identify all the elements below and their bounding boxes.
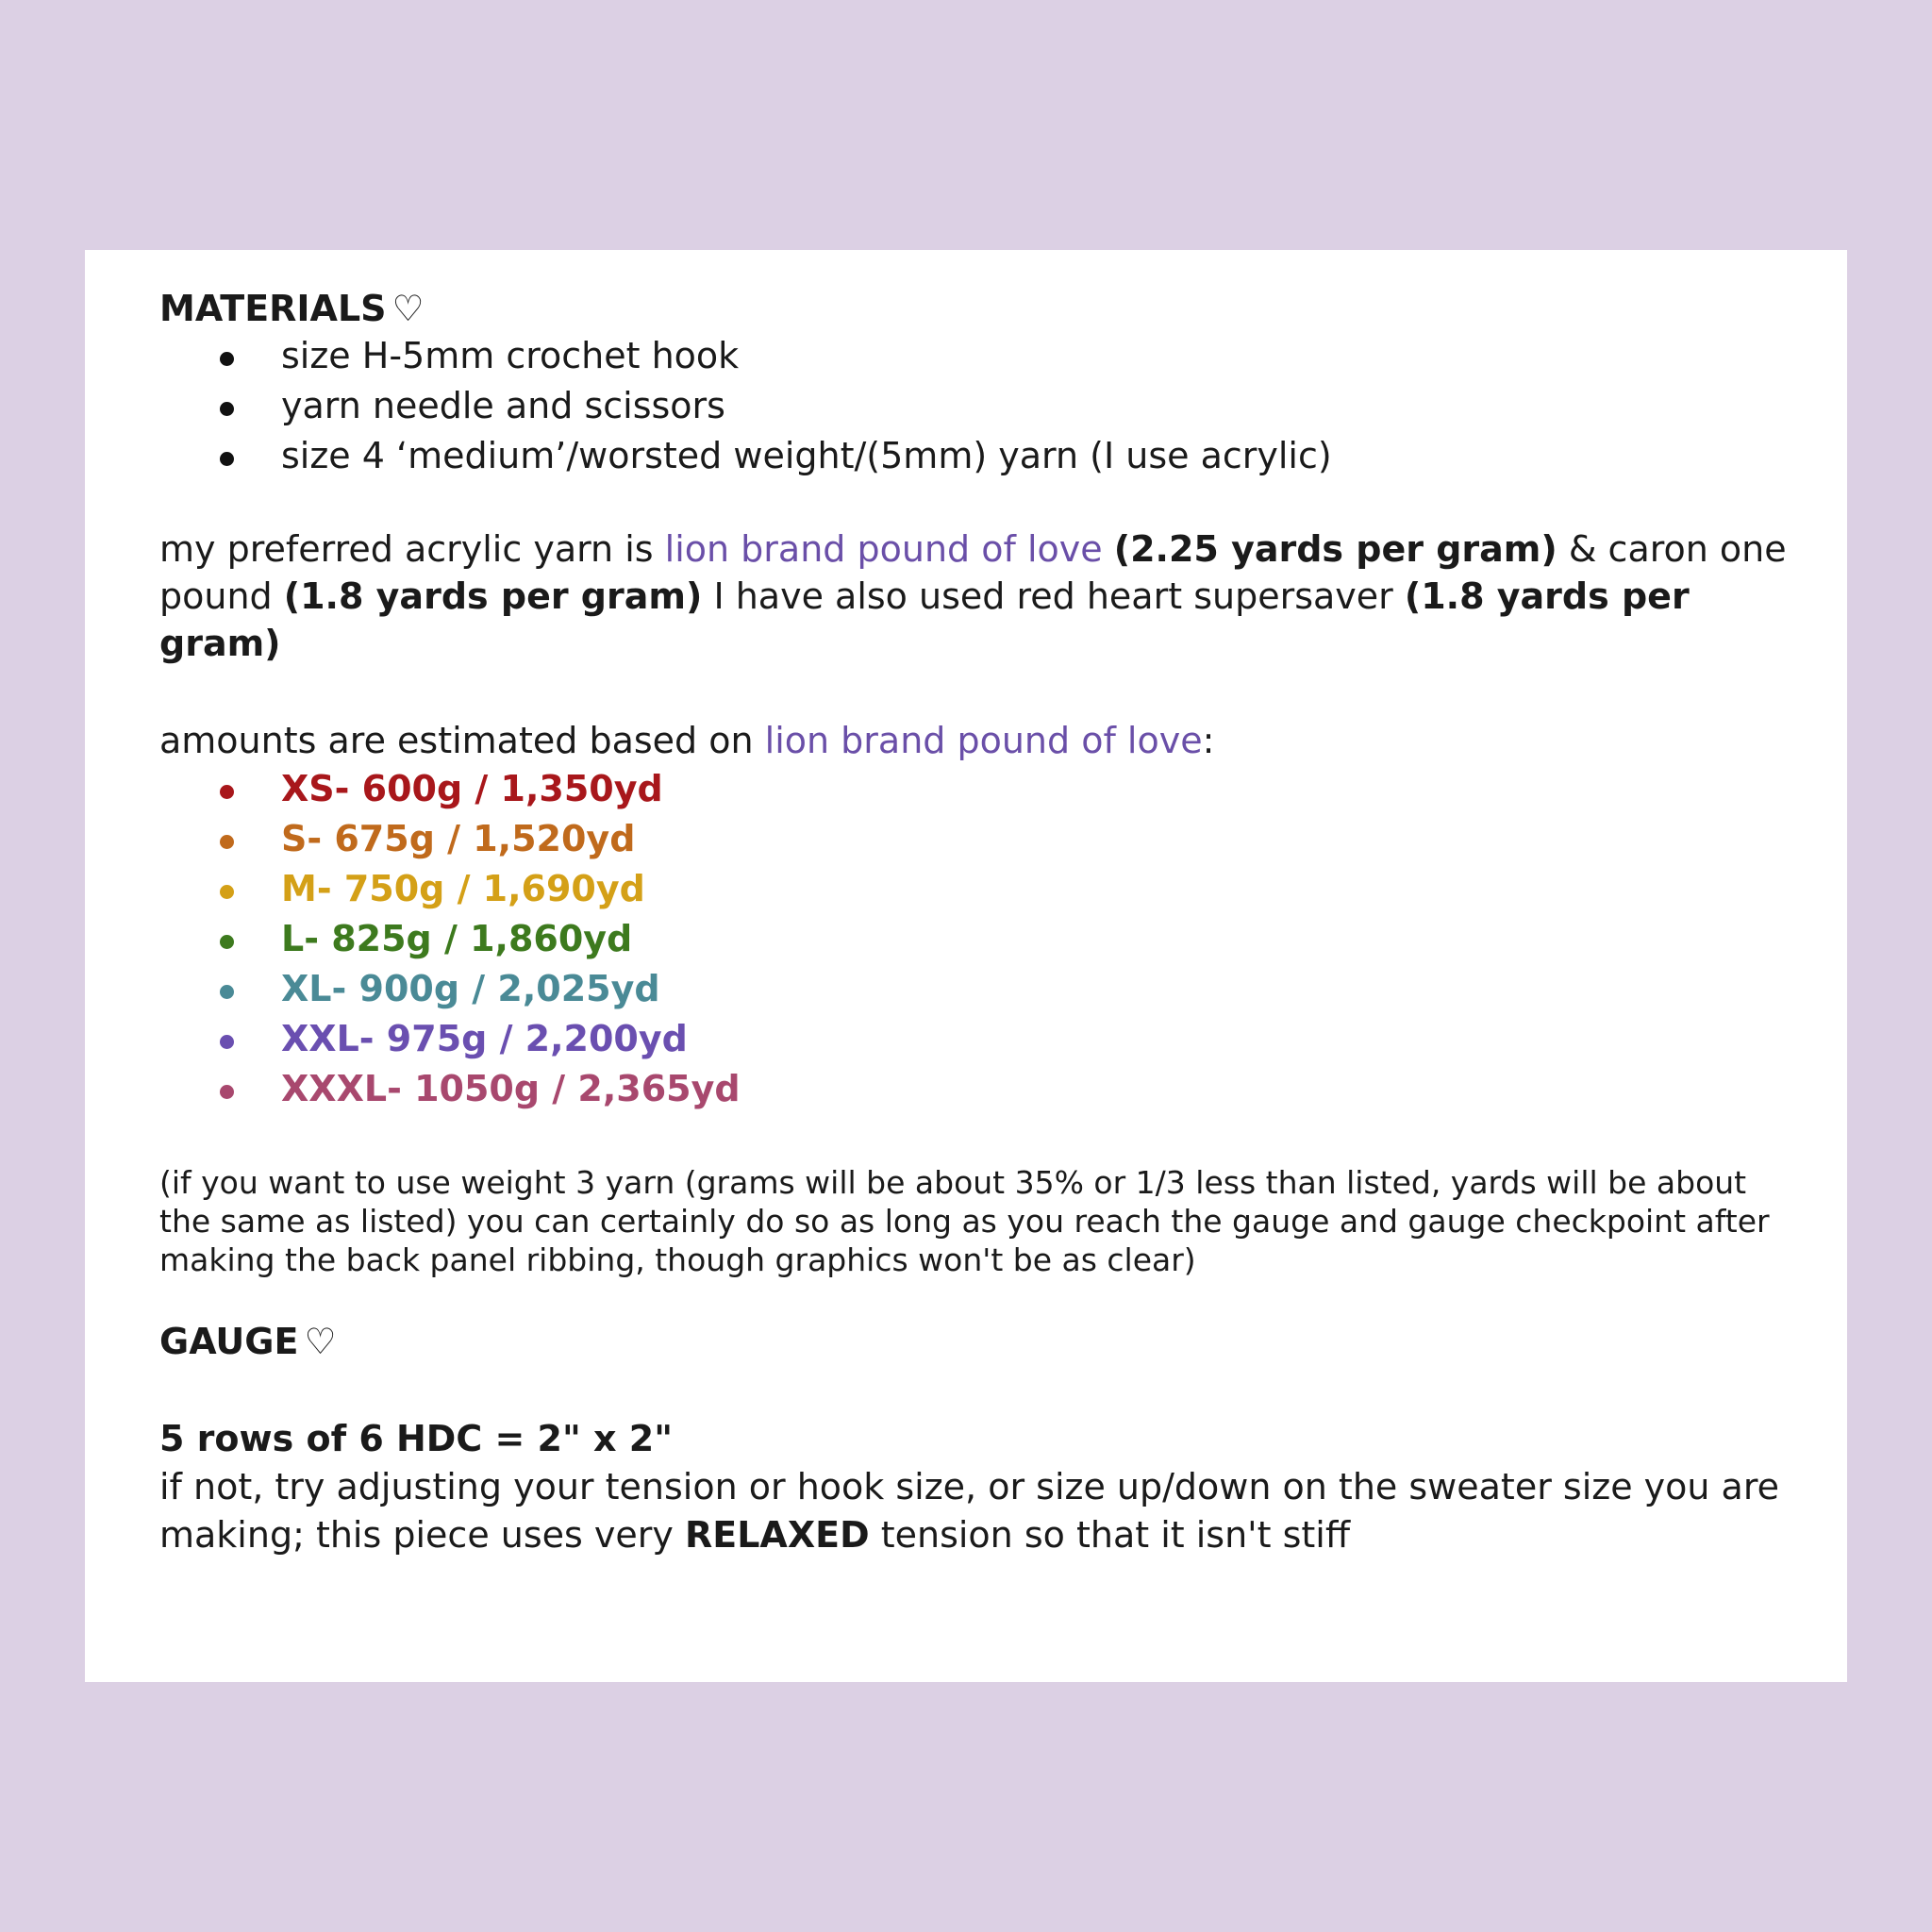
gauge-heading-text: GAUGE: [159, 1321, 299, 1362]
heart-icon: ♡: [391, 288, 425, 329]
yarn-preference-paragraph: [159, 525, 1801, 667]
bullet-icon: [220, 985, 234, 999]
size-amount-item: [159, 864, 1847, 914]
bullet-icon: [220, 352, 234, 366]
size-amount-item: [159, 964, 1847, 1014]
materials-heading-text: MATERIALS: [159, 288, 387, 329]
lion-brand-link[interactable]: lion brand pound of love: [664, 528, 1103, 570]
gauge-heading: [159, 1319, 1847, 1364]
size-amount-list: [159, 764, 1847, 1114]
size-amount-label: XXXL- 1050g / 2,365yd: [281, 1068, 741, 1109]
yarn-rate-3: (1.8 yards per gram): [159, 575, 1690, 664]
gauge-measure: 5 rows of 6 HDC = 2" x 2": [159, 1418, 673, 1459]
size-amount-label: L- 825g / 1,860yd: [281, 918, 633, 959]
bullet-icon: [220, 885, 234, 899]
size-amount-item: [159, 1014, 1847, 1064]
amounts-prefix: amounts are estimated based on: [159, 720, 765, 761]
materials-list: [159, 331, 1847, 481]
bullet-icon: [220, 785, 234, 799]
yarn-mid-2: I have also used red heart supersaver: [702, 575, 1405, 617]
materials-item-text: yarn needle and scissors: [281, 385, 725, 426]
gauge-text-suffix: tension so that it isn't stiff: [869, 1514, 1351, 1556]
list-item: [159, 331, 1847, 381]
size-amount-label: M- 750g / 1,690yd: [281, 868, 645, 909]
pattern-card: [85, 250, 1847, 1682]
yarn-rate-1: (2.25 yards per gram): [1113, 528, 1557, 570]
weight-3-note: (if you want to use weight 3 yarn (grams will be about 35% or 1/3 less than listed, yards will be about the same as listed) you can certainly do so as long as you reach the gauge and gauge checkpoint after making the back panel ribbing, though graphics won't be as clear): [159, 1164, 1770, 1278]
size-amount-label: XXL- 975g / 2,200yd: [281, 1018, 688, 1059]
heart-icon: ♡: [304, 1321, 337, 1362]
size-amount-item: [159, 814, 1847, 864]
amounts-suffix: :: [1202, 720, 1215, 761]
materials-heading: [159, 286, 1847, 331]
size-amount-label: XS- 600g / 1,350yd: [281, 768, 663, 809]
size-amount-item: [159, 764, 1847, 814]
bullet-icon: [220, 452, 234, 466]
bullet-icon: [220, 1035, 234, 1049]
size-amount-label: S- 675g / 1,520yd: [281, 818, 636, 859]
size-amount-item: [159, 914, 1847, 964]
bullet-icon: [220, 935, 234, 949]
gauge-text-emphasis: RELAXED: [684, 1514, 870, 1556]
size-amount-label: XL- 900g / 2,025yd: [281, 968, 660, 1009]
bullet-icon: [220, 835, 234, 849]
gauge-instructions: [159, 1463, 1801, 1559]
materials-item-text: size H-5mm crochet hook: [281, 335, 740, 376]
list-item: [159, 381, 1847, 431]
gauge-text-prefix: if not, try adjusting your tension or hook size, or size up/down on the sweater size you are making; this piece uses very: [159, 1466, 1780, 1556]
yarn-rate-2: (1.8 yards per gram): [283, 575, 703, 617]
list-item: [159, 431, 1847, 481]
materials-item-text: size 4 ‘medium’/worsted weight/(5mm) yarn (I use acrylic): [281, 435, 1332, 476]
bullet-icon: [220, 1085, 234, 1099]
lion-brand-link[interactable]: lion brand pound of love: [764, 720, 1203, 761]
size-amount-item: [159, 1064, 1847, 1114]
yarn-mid-1: & caron one pound: [159, 528, 1787, 617]
bullet-icon: [220, 402, 234, 416]
yarn-prefix: my preferred acrylic yarn is: [159, 528, 665, 570]
amounts-intro: [159, 717, 1801, 764]
